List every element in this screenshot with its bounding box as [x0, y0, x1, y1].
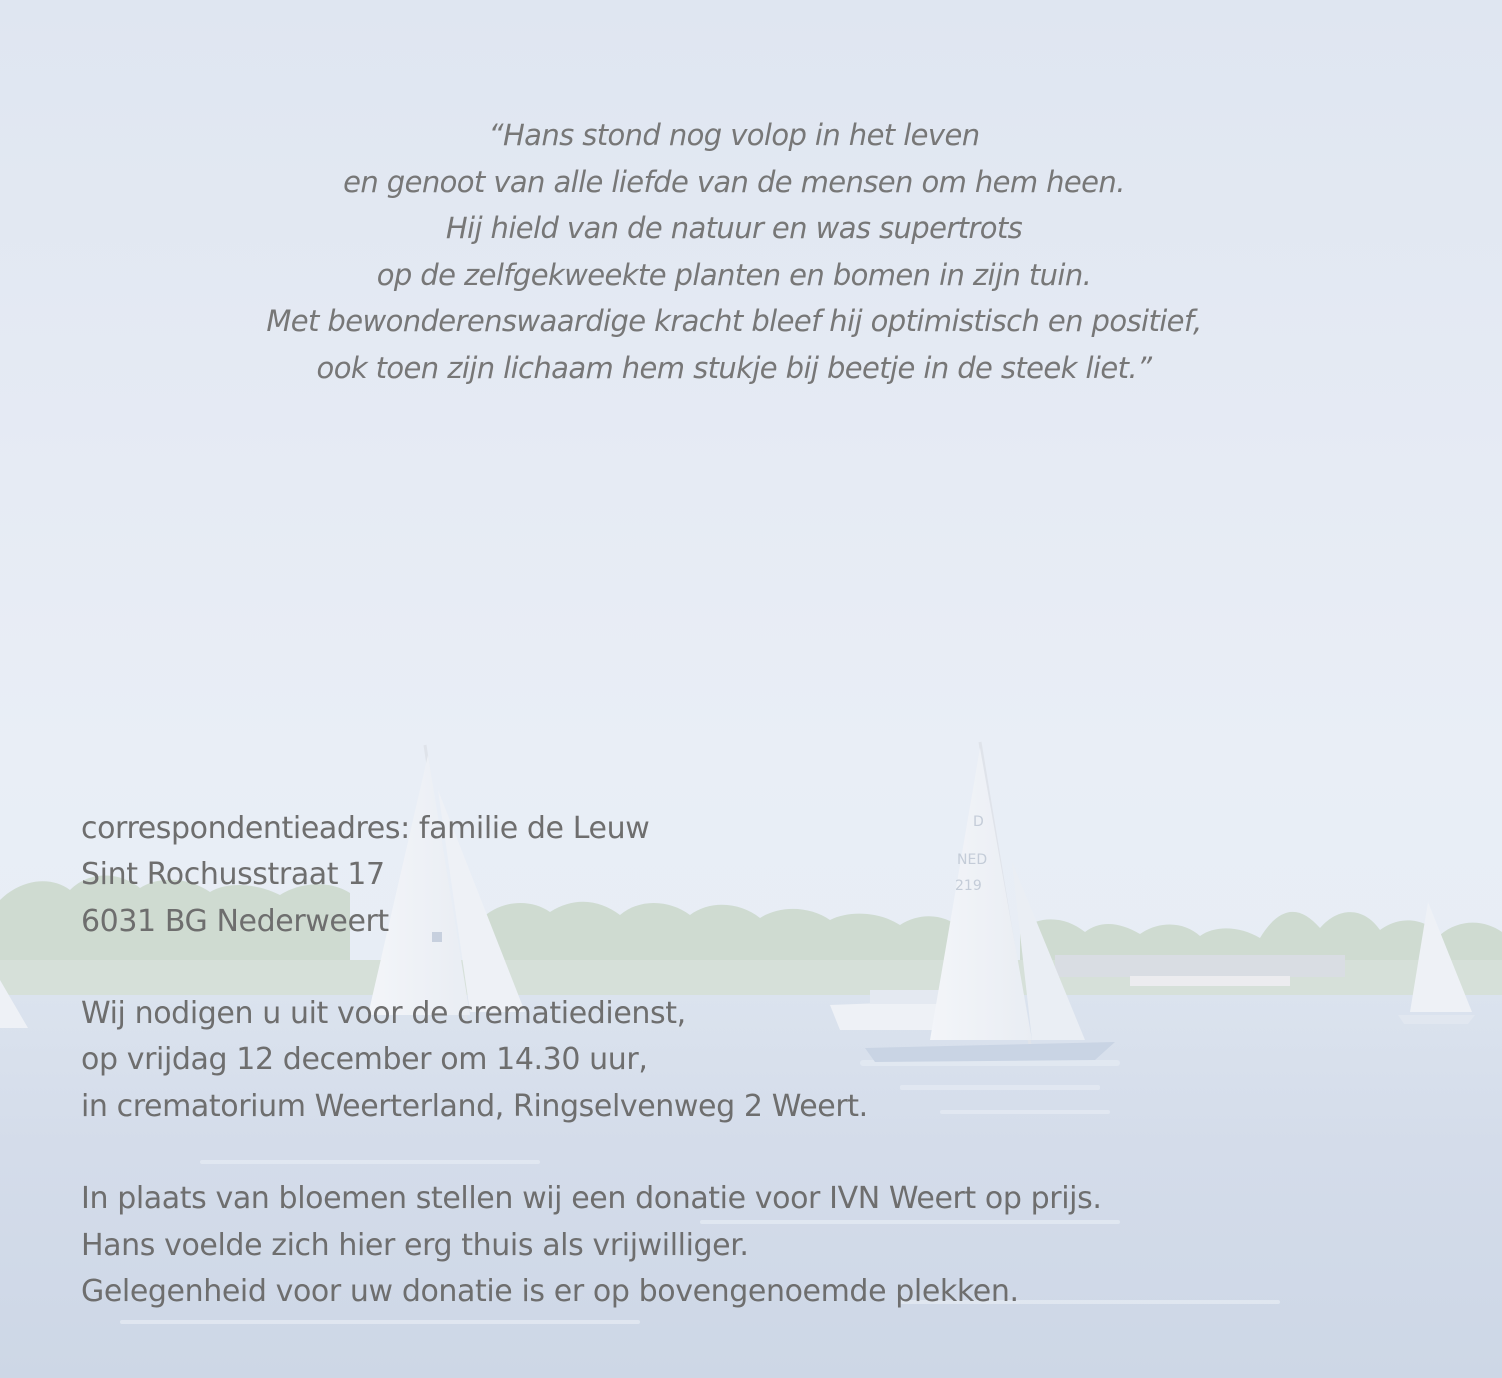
address-line: Sint Rochusstraat 17 — [81, 857, 385, 893]
donation-line: In plaats van bloemen stellen wij een donatie voor IVN Weert op prijs. — [81, 1181, 1102, 1217]
quote-line: op de zelfgekweekte planten en bomen in zijn tuin. — [376, 257, 1092, 292]
address-line: 6031 BG Nederweert — [81, 903, 389, 939]
quote-line: “Hans stond nog volop in het leven — [488, 118, 980, 152]
donation-note — [81, 1176, 1381, 1315]
memorial-quote — [0, 112, 1468, 391]
sail-mark-d: D — [973, 814, 984, 830]
quote-line: Hij hield van de natuur en was supertrots — [445, 211, 1023, 245]
card-details — [81, 806, 1381, 1315]
donation-line: Hans voelde zich hier erg thuis als vrijwilliger. — [81, 1227, 749, 1263]
address-line: correspondentieadres: familie de Leuw — [81, 811, 650, 846]
correspondence-address — [81, 806, 1381, 945]
invitation-line: Wij nodigen u uit voor de crematiedienst, — [81, 996, 686, 1032]
sail-mark-number: 219 — [955, 878, 982, 894]
invitation-line: op vrijdag 12 december om 14.30 uur, — [81, 1042, 648, 1078]
donation-line: Gelegenheid voor uw donatie is er op bovengenoemde plekken. — [81, 1273, 1019, 1309]
invitation-line: in crematorium Weerterland, Ringselvenweg 2 Weert. — [81, 1088, 868, 1124]
cremation-invitation — [81, 991, 1381, 1130]
quote-line: ook toen zijn lichaam hem stukje bij beetje in de steek liet.” — [316, 350, 1152, 385]
sail-mark-ned: NED — [957, 852, 988, 868]
quote-line: Met bewonderenswaardige kracht bleef hij optimistisch en positief, — [266, 304, 1202, 338]
quote-line: en genoot van alle liefde van de mensen om hem heen. — [343, 164, 1125, 199]
